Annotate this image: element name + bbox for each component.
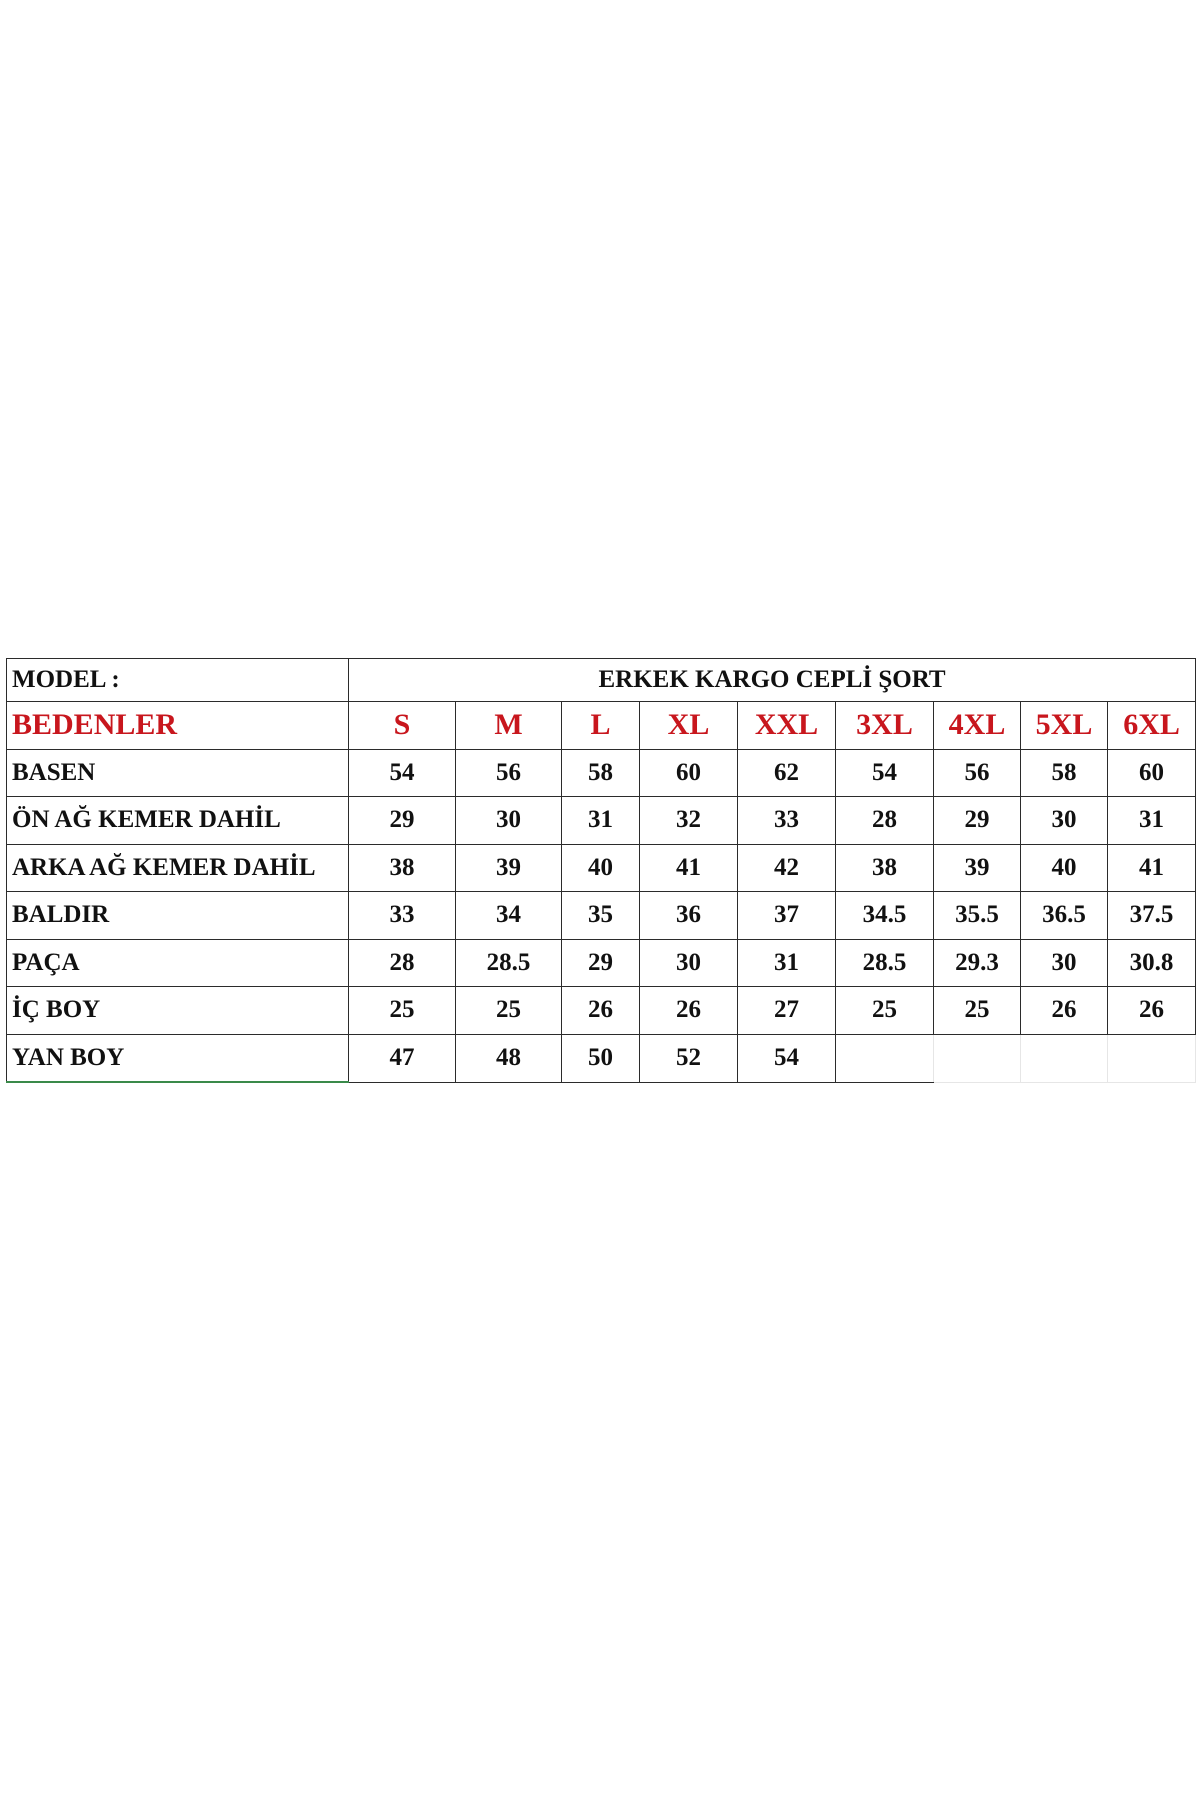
measurement-value: 30 — [1021, 797, 1108, 845]
empty-cell — [934, 1034, 1021, 1082]
measurement-value: 56 — [934, 749, 1021, 797]
empty-cell — [836, 1034, 934, 1082]
measurement-value: 62 — [738, 749, 836, 797]
measurement-value: 28 — [836, 797, 934, 845]
empty-cell — [1108, 1034, 1196, 1082]
measurement-value: 40 — [562, 844, 640, 892]
measurement-value: 30 — [456, 797, 562, 845]
measurement-value: 58 — [1021, 749, 1108, 797]
measurement-row — [7, 844, 1196, 892]
size-cell: L — [562, 702, 640, 750]
measurement-value: 54 — [738, 1034, 836, 1082]
measurement-value: 48 — [456, 1034, 562, 1082]
measurement-value: 58 — [562, 749, 640, 797]
measurement-value: 28 — [349, 939, 456, 987]
measurement-value: 37 — [738, 892, 836, 940]
measurement-value: 42 — [738, 844, 836, 892]
measurement-value: 39 — [456, 844, 562, 892]
measurement-label: YAN BOY — [7, 1034, 349, 1082]
measurement-value: 41 — [640, 844, 738, 892]
measurement-label: ARKA AĞ KEMER DAHİL — [7, 844, 349, 892]
measurement-value: 29.3 — [934, 939, 1021, 987]
measurement-label: PAÇA — [7, 939, 349, 987]
measurement-label: İÇ BOY — [7, 987, 349, 1035]
measurement-value: 35 — [562, 892, 640, 940]
measurement-value: 30 — [640, 939, 738, 987]
measurement-row — [7, 892, 1196, 940]
measurement-value: 25 — [456, 987, 562, 1035]
measurement-value: 38 — [836, 844, 934, 892]
size-cell: 5XL — [1021, 702, 1108, 750]
measurement-value: 33 — [349, 892, 456, 940]
measurement-value: 30 — [1021, 939, 1108, 987]
measurement-value: 50 — [562, 1034, 640, 1082]
size-cell: S — [349, 702, 456, 750]
sizes-row — [7, 702, 1196, 750]
measurement-value: 28.5 — [456, 939, 562, 987]
measurement-value: 36 — [640, 892, 738, 940]
measurement-value: 39 — [934, 844, 1021, 892]
size-cell: 3XL — [836, 702, 934, 750]
measurement-value: 27 — [738, 987, 836, 1035]
measurement-row — [7, 939, 1196, 987]
model-label: MODEL : — [7, 659, 349, 702]
measurement-value: 25 — [836, 987, 934, 1035]
measurement-value: 25 — [934, 987, 1021, 1035]
measurement-value: 31 — [1108, 797, 1196, 845]
measurement-label: BALDIR — [7, 892, 349, 940]
empty-cell — [1021, 1034, 1108, 1082]
model-name: ERKEK KARGO CEPLİ ŞORT — [349, 659, 1196, 702]
measurement-value: 29 — [562, 939, 640, 987]
measurement-value: 26 — [640, 987, 738, 1035]
measurement-value: 47 — [349, 1034, 456, 1082]
measurement-value: 54 — [836, 749, 934, 797]
measurement-value: 25 — [349, 987, 456, 1035]
size-chart-table — [6, 658, 1196, 1083]
measurement-value: 40 — [1021, 844, 1108, 892]
measurement-value: 56 — [456, 749, 562, 797]
size-cell: M — [456, 702, 562, 750]
measurement-value: 26 — [562, 987, 640, 1035]
measurement-value: 32 — [640, 797, 738, 845]
measurement-value: 41 — [1108, 844, 1196, 892]
measurement-value: 26 — [1108, 987, 1196, 1035]
size-cell: 6XL — [1108, 702, 1196, 750]
model-row — [7, 659, 1196, 702]
measurement-value: 28.5 — [836, 939, 934, 987]
measurement-value: 29 — [934, 797, 1021, 845]
measurement-value: 31 — [562, 797, 640, 845]
measurement-value: 36.5 — [1021, 892, 1108, 940]
measurement-value: 29 — [349, 797, 456, 845]
measurement-value: 33 — [738, 797, 836, 845]
measurement-row — [7, 1034, 1196, 1082]
measurement-row — [7, 749, 1196, 797]
measurement-row — [7, 797, 1196, 845]
sizes-label: BEDENLER — [7, 702, 349, 750]
measurement-value: 38 — [349, 844, 456, 892]
measurement-value: 34.5 — [836, 892, 934, 940]
measurement-value: 52 — [640, 1034, 738, 1082]
measurement-value: 54 — [349, 749, 456, 797]
measurement-row — [7, 987, 1196, 1035]
measurement-value: 30.8 — [1108, 939, 1196, 987]
measurement-value: 37.5 — [1108, 892, 1196, 940]
size-cell: XXL — [738, 702, 836, 750]
size-cell: 4XL — [934, 702, 1021, 750]
measurement-label: BASEN — [7, 749, 349, 797]
measurement-value: 34 — [456, 892, 562, 940]
measurement-value: 60 — [640, 749, 738, 797]
measurement-value: 26 — [1021, 987, 1108, 1035]
measurement-value: 60 — [1108, 749, 1196, 797]
size-cell: XL — [640, 702, 738, 750]
measurement-label: ÖN AĞ KEMER DAHİL — [7, 797, 349, 845]
measurement-value: 31 — [738, 939, 836, 987]
measurement-value: 35.5 — [934, 892, 1021, 940]
